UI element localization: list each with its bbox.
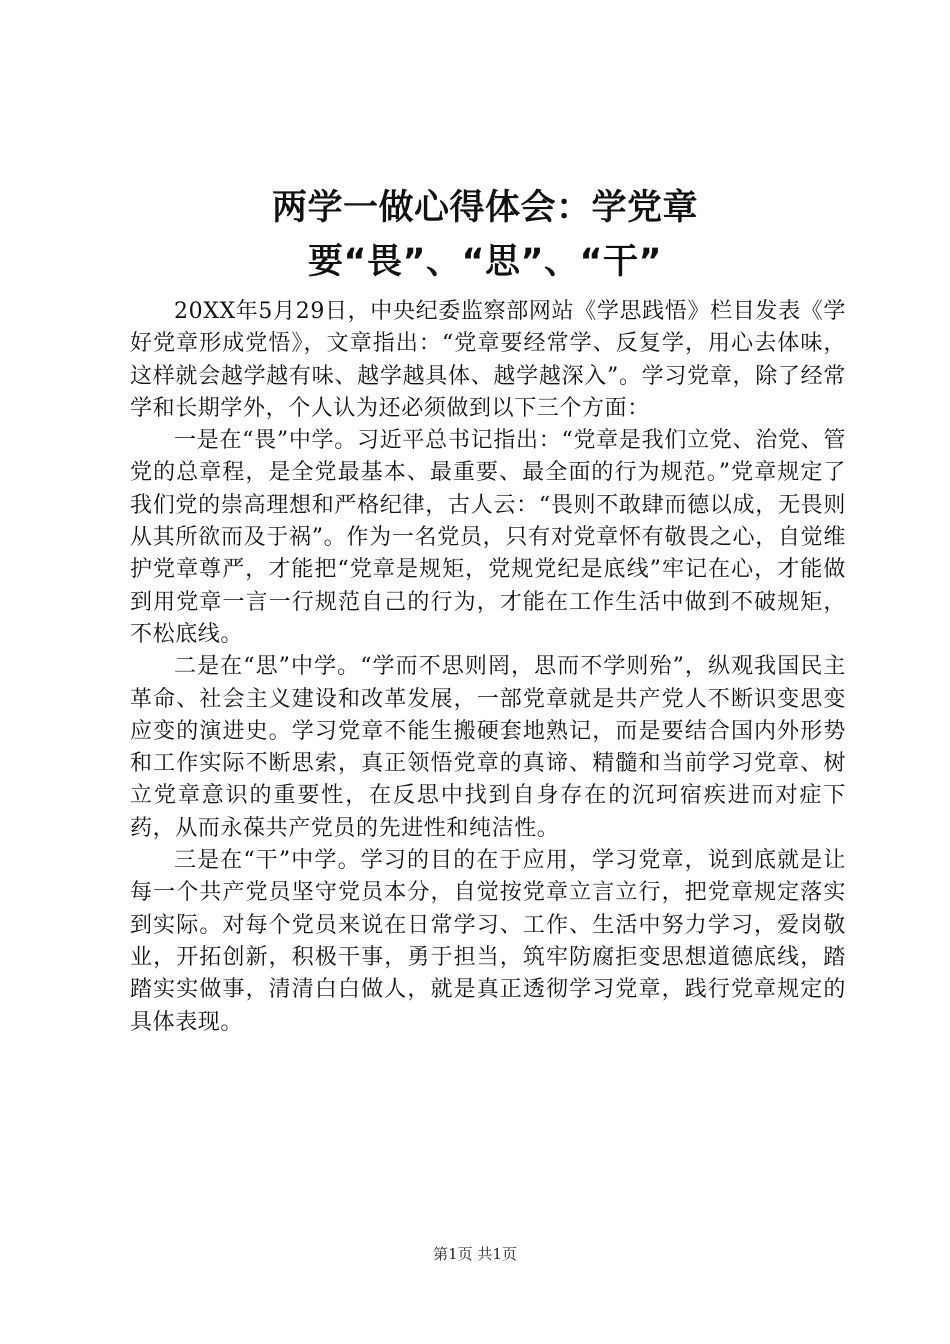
paragraph-do: 三是在“干”中学。学习的目的在于应用，学习党章，说到底就是让每一个共产党员坚守党员本分，自觉按党章立言立行，把党章规定落实到实际。对每个党员来说在日常学习、工作、生活中努力学习，爱岗敬业，开拓创新，积极干事，勇于担当，筑牢防腐拒变思想道德底线，踏踏实实做事，清清白白做人，就是真正透彻学习党章，践行党章规定的具体表现。 (130, 848, 846, 1035)
document-body (130, 296, 846, 1039)
paragraph-think: 二是在“思”中学。“学而不思则罔，思而不学则殆”，纵观我国民主革命、社会主义建设和改革发展，一部党章就是共产党人不断识变思变应变的演进史。学习党章不能生搬硬套地熟记，而是要结合国内外形势和工作实际不断思索，真正领悟党章的真谛、精髓和当前学习党章、树立党章意识的重要性，在反思中找到自身存在的沉珂宿疾进而对症下药，从而永葆共产党员的先进性和纯洁性。 (130, 654, 846, 841)
paragraph-awe: 一是在“畏”中学。习近平总书记指出：“党章是我们立党、治党、管党的总章程，是全党最基本、最重要、最全面的行为规范。”党章规定了我们党的崇高理想和严格纪律，古人云：“畏则不敢肆而德以成，无畏则从其所欲而及于祸”。作为一名党员，只有对党章怀有敬畏之心，自觉维护党章尊严，才能把“党章是规矩，党规党纪是底线”牢记在心，才能做到用党章一言一行规范自己的行为，才能在工作生活中做到不破规矩，不松底线。 (130, 428, 846, 647)
page-footer: 第1页 共1页 (433, 1245, 517, 1263)
paragraph-intro: 20XX年5月29日，中央纪委监察部网站《学思践悟》栏目发表《学好党章形成党悟》，文章指出：“党章要经常学、反复学，用心去体味，这样就会越学越有味、越学越具体、越学越深入”。学习党章，除了经常学和长期学外，个人认为还必须做到以下三个方面： (130, 299, 846, 421)
document-title: 两学一做心得体会：学党章要“畏”、“思”、“干” (271, 188, 698, 283)
